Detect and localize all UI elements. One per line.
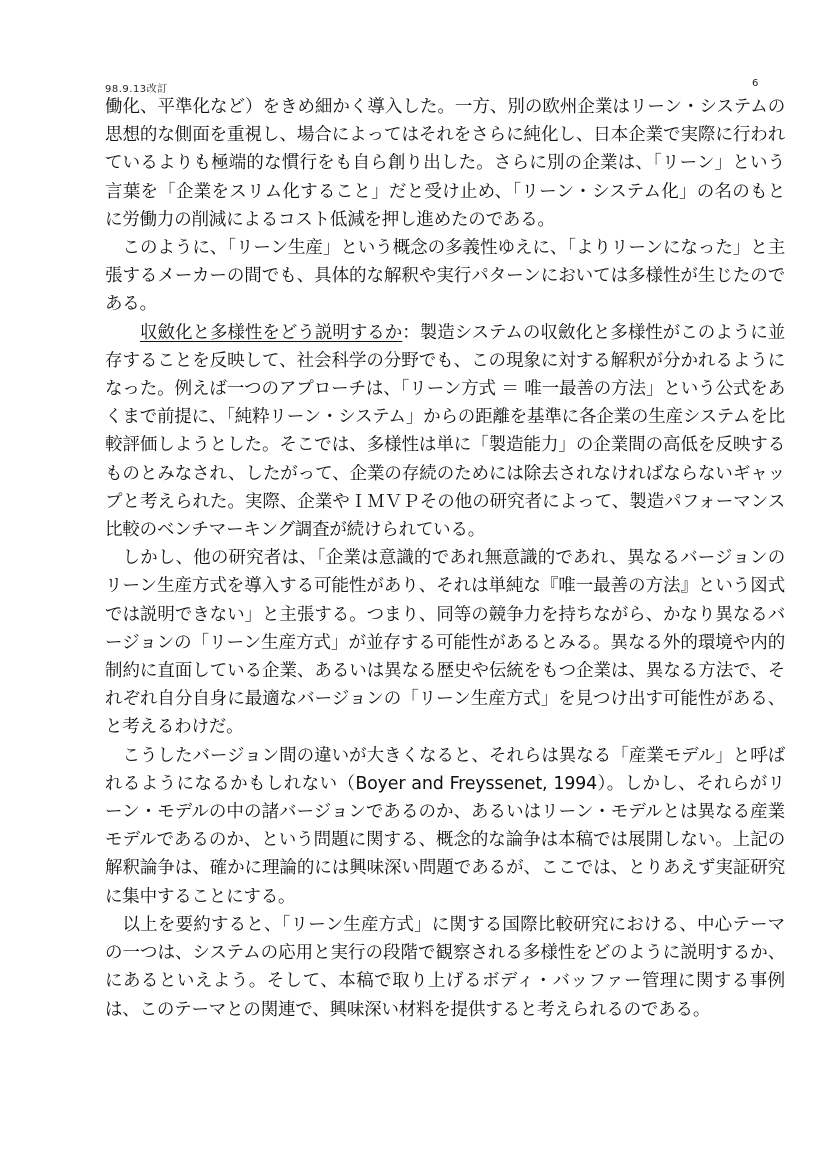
paragraph-1: 働化、平準化など）をきめ細かく導入した。一方、別の欧州企業はリーン・システムの思想的な側面を重視し、場合によってはそれをさらに純化し、日本企業で実際に行われているよりも極端的な慣行をも自ら創り出した。さらに別の企業は、「リーン」という言葉を「企業をスリム化すること」だと受け止め、「リーン・システム化」の名のもとに労働力の削減によるコスト低減を押し進めたのである。 — [105, 97, 785, 230]
document-body — [105, 93, 785, 1024]
paragraph-5: こうしたバージョン間の違いが大きくなると、それらは異なる「産業モデル」と呼ばれるようになるかもしれない（Boyer and Freyssenet, 1994）。しかし、それらがリーン・モデルの中の諸バージョンであるのか、あるいはリーン・モデルとは異なる産業モデルであるのか、という問題に関する、概念的な論争は本稿では展開しない。上記の解釈論争は、確かに理論的には興味深い問題であるが、ここでは、とりあえず実証研究に集中することにする。 — [105, 745, 785, 907]
paragraph-2: このように、「リーン生産」という概念の多義性ゆえに、「よりリーンになった」と主張するメーカーの間でも、具体的な解釈や実行パターンにおいては多様性が生じたのである。 — [105, 238, 785, 315]
paragraph-6: 以上を要約すると、「リーン生産方式」に関する国際比較研究における、中心テーマの一つは、システムの応用と実行の段階で観察される多様性をどのように説明するか、にあるといえよう。そして、本稿で取り上げるボディ・バッファー管理に関する事例は、このテーマとの関連で、興味深い材料を提供すると考えられるのである。 — [105, 914, 785, 1020]
page-number: 6 — [752, 78, 759, 89]
section-heading: 収斂化と多様性をどう説明するか — [140, 322, 403, 343]
paragraph-3-text: ：製造システムの収斂化と多様性がこのように並存することを反映して、社会科学の分野でも、この現象に対する解釈が分かれるようになった。例えば一つのアプローチは、「リーン方式 ＝ 唯一最善の方法」という公式をあくまで前提に、「純粋リーン・システム」からの距離を基準に各企業の生産システムを比較評価しようとした。そこでは、多様性は単に「製造能力」の企業間の高低を反映するものとみなされ、したがって、企業の存続のためには除去されなければならないギャップと考えられた。実際、企業やＩＭＶＰその他の研究者によって、製造パフォーマンス比較のベンチマーキング調査が続けられている。 — [105, 322, 785, 541]
revision-date: 98.9.13改訂 — [105, 84, 168, 95]
paragraph-4: しかし、他の研究者は、「企業は意識的であれ無意識的であれ、異なるバージョンのリーン生産方式を導入する可能性があり、それは単純な『唯一最善の方法』という図式では説明できない」と主張する。つまり、同等の競争力を持ちながら、かなり異なるバージョンの「リーン生産方式」が並存する可能性があるとみる。異なる外的環境や内的制約に直面している企業、あるいは異なる歴史や伝統をもつ企業は、異なる方法で、それぞれ自分自身に最適なバージョンの「リーン生産方式」を見つけ出す可能性がある、と考えるわけだ。 — [105, 548, 785, 738]
paragraph-3 — [105, 319, 785, 545]
